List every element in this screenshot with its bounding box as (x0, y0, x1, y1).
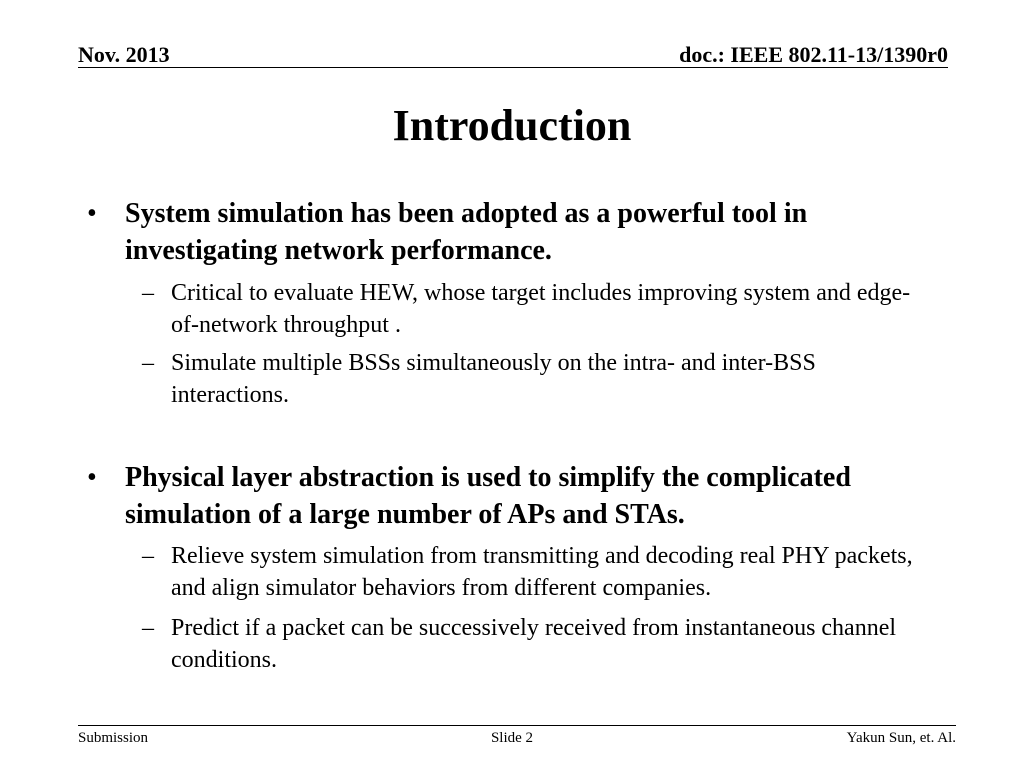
bullet-text-2: Physical layer abstraction is used to simplify the complicated simulation of a large number of APs and STAs. (125, 462, 851, 530)
subitem-marker: – (142, 615, 154, 641)
subitem-text-2-1: Relieve system simulation from transmitting and decoding real PHY packets, and align simulator behaviors from different companies. (171, 543, 913, 601)
footer-author: Yakun Sun, et. Al. (846, 730, 956, 746)
footer-slide-number: Slide 2 (490, 730, 534, 746)
subitem-marker: – (142, 350, 154, 376)
subitem-marker: – (142, 543, 154, 569)
bullet-text-1: System simulation has been adopted as a powerful tool in investigating network performance. (125, 198, 808, 266)
subitem-text-2-2: Predict if a packet can be successively received from instantaneous channel conditions. (171, 615, 897, 673)
bullet-marker: • (87, 462, 97, 493)
subitem-marker: – (142, 280, 154, 306)
subitem-text-1-1: Critical to evaluate HEW, whose target includes improving system and edge-of-network throughput . (171, 280, 911, 338)
footer-submission: Submission (78, 730, 149, 746)
header-date: Nov. 2013 (78, 42, 170, 67)
subitem-text-1-2: Simulate multiple BSSs simultaneously on the intra- and inter-BSS interactions. (171, 350, 816, 408)
slide-title: Introduction (392, 101, 632, 150)
footer-divider (78, 725, 956, 726)
header-doc-id: doc.: IEEE 802.11-13/1390r0 (679, 42, 948, 67)
bullet-marker: • (87, 198, 97, 229)
header-divider (78, 67, 948, 68)
